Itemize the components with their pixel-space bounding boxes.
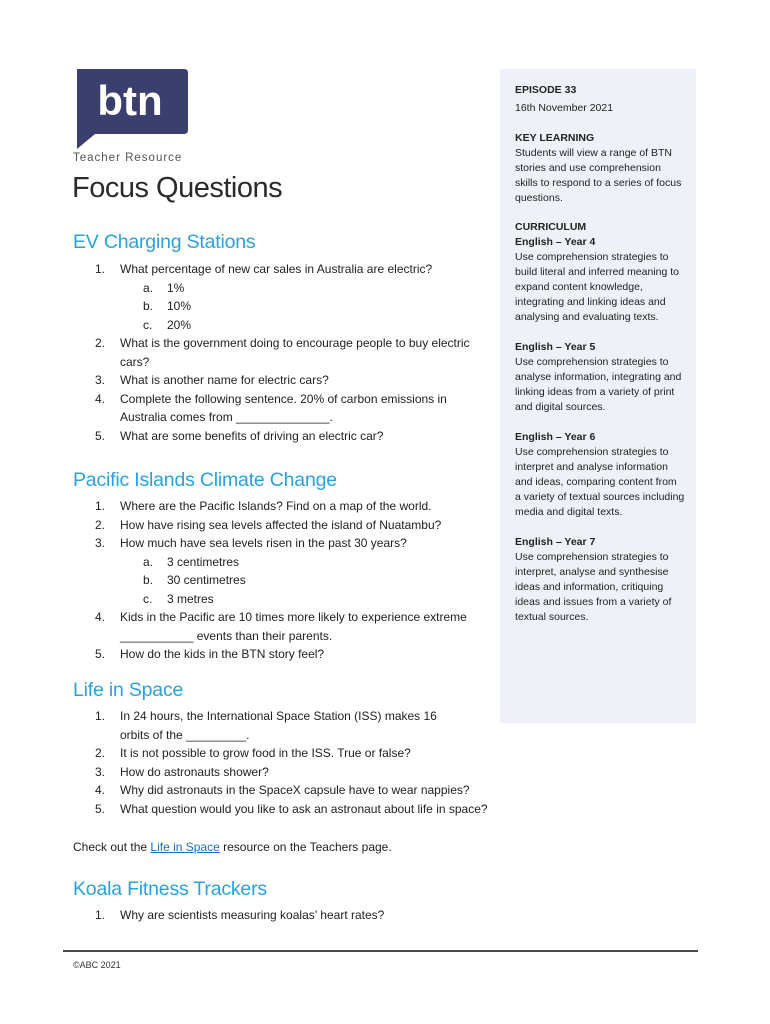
question-list-koala-fitness: [73, 906, 513, 925]
question-number: 2.: [95, 517, 106, 532]
question-number: 5.: [95, 801, 106, 816]
checkout-prefix: Check out the: [73, 840, 151, 854]
answer-option: [143, 571, 483, 590]
question-text: In 24 hours, the International Space Station (ISS) makes 16 orbits of the _________.: [120, 709, 437, 742]
question-number: 1.: [95, 709, 106, 723]
curriculum-year: English – Year 6: [515, 431, 596, 443]
question-item: [73, 744, 543, 763]
answer-option: [143, 297, 483, 316]
option-letter: b.: [143, 573, 154, 587]
question-text: Complete the following sentence. 20% of carbon emissions in Australia comes from ______________.: [120, 391, 447, 424]
checkout-suffix: resource on the Teachers page.: [219, 840, 392, 854]
question-number: 1.: [95, 499, 106, 513]
section-heading-pacific-islands: Pacific Islands Climate Change: [73, 469, 337, 491]
episode-label: EPISODE 33: [515, 84, 577, 96]
option-letter: c.: [143, 591, 153, 606]
question-text: How do astronauts shower?: [120, 764, 269, 779]
question-item: [73, 497, 483, 516]
sidebar-content: [515, 83, 685, 625]
question-number: 1.: [95, 262, 106, 276]
option-letter: c.: [143, 317, 153, 332]
footer-divider: [63, 950, 698, 952]
question-text: What are some benefits of driving an electric car?: [120, 428, 384, 443]
question-list-pacific-islands: [73, 497, 483, 664]
curriculum-year: English – Year 5: [515, 341, 596, 353]
question-item: [73, 516, 483, 535]
question-number: 3.: [95, 373, 106, 387]
curriculum-label: CURRICULUM: [515, 221, 587, 233]
footer-copyright: ©ABC 2021: [73, 960, 121, 970]
option-letter: a.: [143, 554, 154, 569]
question-number: 3.: [95, 764, 106, 779]
question-text: How much have sea levels risen in the past 30 years?: [120, 536, 407, 550]
logo-text: btn: [97, 77, 163, 124]
page-title: Focus Questions: [72, 172, 283, 204]
curriculum-text: Use comprehension strategies to build literal and inferred meaning to expand content knowledge, integrating and linking ideas and analysing and evaluating texts.: [515, 251, 680, 323]
question-text: Kids in the Pacific are 10 times more likely to experience extreme ___________ events than their parents.: [120, 610, 467, 643]
question-list-life-in-space: [73, 707, 543, 818]
question-number: 4.: [95, 783, 106, 797]
question-number: 5.: [95, 647, 106, 661]
sidebar-panel: [500, 69, 696, 723]
option-text: 3 metres: [167, 591, 214, 606]
question-number: 4.: [95, 610, 106, 624]
section-heading-life-in-space: Life in Space: [73, 679, 184, 701]
option-text: 20%: [167, 317, 192, 332]
question-item: [73, 763, 543, 782]
question-number: 5.: [95, 428, 106, 443]
question-text: Why did astronauts in the SpaceX capsule have to wear nappies?: [120, 783, 470, 797]
question-text: Why are scientists measuring koalas’ heart rates?: [120, 908, 385, 922]
curriculum-year: English – Year 4: [515, 236, 596, 248]
option-text: 1%: [167, 280, 185, 295]
curriculum-text: Use comprehension strategies to interpret, analyse and synthesise ideas and information, critiquing ideas and issues from a variety of textual sources.: [515, 551, 672, 623]
curriculum-year: English – Year 7: [515, 536, 596, 548]
question-number: 4.: [95, 391, 106, 406]
question-number: 2.: [95, 746, 106, 760]
curriculum-text: Use comprehension strategies to analyse information, integrating and linking ideas from a variety of print and digital sources.: [515, 356, 682, 413]
answer-option: [143, 316, 483, 335]
checkout-text: [73, 838, 392, 856]
section-heading-ev-charging: EV Charging Stations: [73, 231, 256, 253]
teacher-resource-label: Teacher Resource: [73, 152, 183, 164]
question-list-ev-charging: [73, 260, 483, 445]
question-item: [73, 906, 513, 925]
option-text: 3 centimetres: [167, 554, 240, 569]
question-text: What question would you like to ask an astronaut about life in space?: [120, 801, 488, 816]
question-item: [73, 707, 543, 744]
question-item: [73, 781, 543, 800]
episode-date: 16th November 2021: [515, 102, 614, 114]
option-letter: b.: [143, 299, 154, 313]
question-item: [73, 645, 483, 664]
question-item: [73, 371, 483, 390]
question-text: How do the kids in the BTN story feel?: [120, 647, 325, 661]
question-item: [73, 534, 483, 553]
question-item: [73, 800, 543, 819]
life-in-space-link[interactable]: Life in Space: [150, 840, 220, 854]
question-text: It is not possible to grow food in the ISS. True or false?: [120, 746, 411, 760]
question-number: 3.: [95, 536, 106, 550]
question-number: 1.: [95, 908, 106, 922]
question-item: [73, 334, 483, 371]
answer-option: [143, 279, 483, 298]
question-item: [73, 427, 483, 446]
key-learning-text: Students will view a range of BTN stories and use comprehension skills to respond to a series of focus questions.: [515, 147, 682, 204]
option-text: 10%: [167, 299, 192, 313]
option-text: 30 centimetres: [167, 573, 246, 587]
curriculum-text: Use comprehension strategies to interpret and analyse information and ideas, comparing content from a variety of textual sources including media and digital texts.: [515, 446, 685, 518]
question-item: [73, 608, 483, 645]
section-heading-koala-fitness: Koala Fitness Trackers: [73, 878, 267, 900]
question-text: What percentage of new car sales in Australia are electric?: [120, 262, 433, 276]
question-item: [73, 260, 483, 279]
option-letter: a.: [143, 280, 154, 295]
answer-option: [143, 590, 483, 609]
answer-option: [143, 553, 483, 572]
question-text: What is the government doing to encourage people to buy electric cars?: [120, 336, 470, 369]
question-number: 2.: [95, 336, 106, 350]
key-learning-label: KEY LEARNING: [515, 132, 595, 144]
btn-logo: [73, 69, 188, 149]
question-item: [73, 390, 483, 427]
question-text: Where are the Pacific Islands? Find on a map of the world.: [120, 499, 432, 513]
question-text: How have rising sea levels affected the island of Nuatambu?: [120, 517, 442, 532]
question-text: What is another name for electric cars?: [120, 373, 329, 387]
